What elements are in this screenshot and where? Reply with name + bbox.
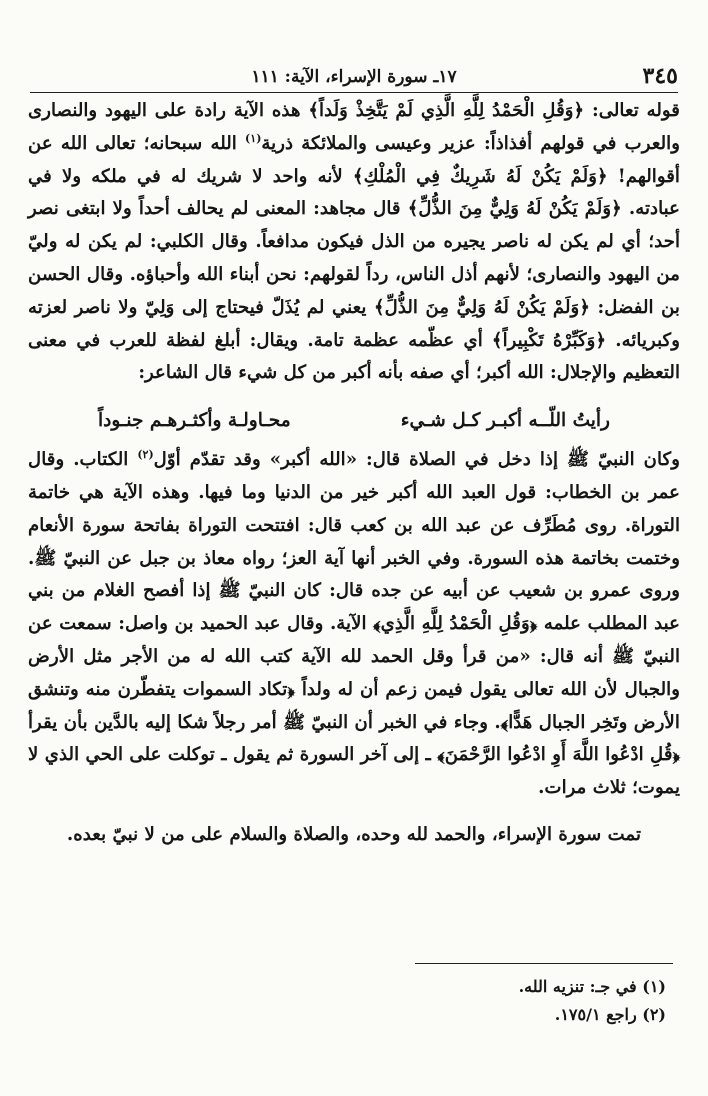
poem-verse bbox=[28, 390, 680, 444]
page-number: ٣٤٥ bbox=[642, 63, 678, 89]
footnote-2: (٢) راجع ١٧٥/١. bbox=[554, 1005, 666, 1024]
footnote-ref-1: (١) bbox=[245, 131, 262, 145]
surah-closing-line: تمت سورة الإسراء، والحمد لله وحده، والصلاة والسلام على من لا نبيّ بعده. bbox=[66, 823, 642, 845]
poem-first-hemistich: رأيتُ اللّــه أكبـر كـل شـيء bbox=[400, 410, 610, 432]
main-text bbox=[28, 95, 680, 852]
paragraph-2 bbox=[28, 444, 680, 805]
paragraph-1-text-a: قوله تعالى: ﴿وَقُلِ الْحَمْدُ لِلَّهِ الَّذِي لَمْ يَتَّخِذْ وَلَداً﴾ هذه الآية رادة على اليهود والنصارى والعرب في قولهم أفذاذاً: عزير وعيسى والملائكة ذرية bbox=[28, 100, 680, 154]
page-header bbox=[30, 58, 678, 93]
footnotes bbox=[30, 973, 678, 1029]
paragraph-1 bbox=[28, 95, 680, 390]
footnote-1: (١) في جـ: تنزيه الله. bbox=[518, 977, 666, 996]
footnote-divider bbox=[415, 963, 673, 964]
footnote-ref-2: (٢) bbox=[137, 448, 154, 462]
paragraph-2-text-b: الكتاب. وقال عمر بن الخطاب: قول العبد الله أكبر خير من الدنيا وما فيها. وهذه الآية هي خاتمة التوراة. روى مُطَرِّف عن عبد الله بن كعب قال: افتتحت التوراة بفاتحة سورة الأنعام وختمت بخاتمة هذه السورة. وفي الخبر أنها آية العز؛ رواه معاذ بن جبل عن النبيّ ﷺ. وروى عمرو بن شعيب عن أبيه عن جده قال: كان النبيّ ﷺ إذا أفصح الغلام من بني عبد المطلب علمه ﴿وَقُلِ الْحَمْدُ لِلَّهِ الَّذِي﴾ الآية. وقال عبد الحميد بن واصل: سمعت عن النبيّ ﷺ أنه قال: «من قرأ وقل الحمد لله الآية كتب الله له من الأجر مثل الأرض والجبال لأن الله تعالى يقول فيمن زعم أن له ولداً ﴿تكاد السموات يتفطّرن منه وتنشق الأرض وتَخِر الجبال هَدًّا﴾. وجاء في الخبر أن النبيّ ﷺ أمر رجلاً شكا إليه بالدَّين بأن يقرأ ﴿قُلِ ادْعُوا اللَّهَ أَوِ ادْعُوا الرَّحْمَنَ﴾ ـ إلى آخر السورة ثم يقول ـ توكلت على الحي الذي لا يموت؛ ثلاث مرات. bbox=[28, 449, 680, 799]
paragraph-2-text-a: وكان النبيّ ﷺ إذا دخل في الصلاة قال: «الله أكبر» وقد تقدّم أوّل bbox=[153, 449, 680, 471]
poem-second-hemistich: محـاولـة وأكثـرهـم جنـوداً bbox=[98, 410, 291, 432]
running-title: ١٧ـ سورة الإسراء، الآية: ١١١ bbox=[251, 67, 457, 87]
paragraph-1-text-b: الله سبحانه؛ تعالى الله عن أقوالهم! ﴿وَلَمْ يَكُنْ لَهُ شَرِيكٌ فِي الْمُلْكِ﴾ لأنه واحد لا شريك له في ملكه ولا في عبادته. ﴿وَلَمْ يَكُنْ لَهُ وَلِيٌّ مِنَ الذُّلِّ﴾ قال مجاهد: المعنى لم يحالف أحداً ولا ابتغى نصر أحد؛ أي لم يكن له ناصر يجيره من الذل فيكون مدافعاً. وقال الكلبي: لم يكن له وليّ من اليهود والنصارى؛ لأنهم أذل الناس، رداً لقولهم: نحن أبناء الله وأحباؤه. وقال الحسن بن الفضل: ﴿وَلَمْ يَكُنْ لَهُ وَلِيٌّ مِنَ الذُّلِّ﴾ يعني لم يُذَلّ فيحتاج إلى وَلِيّ ولا ناصر لعزته وكبريائه. ﴿وَكَبِّرْهُ تَكْبِيراً﴾ أي عظّمه عظمة تامة. ويقال: أبلغ لفظة للعرب في معنى التعظيم والإجلال: الله أكبر؛ أي صفه بأنه أكبر من كل شيء قال الشاعر: bbox=[28, 132, 680, 384]
